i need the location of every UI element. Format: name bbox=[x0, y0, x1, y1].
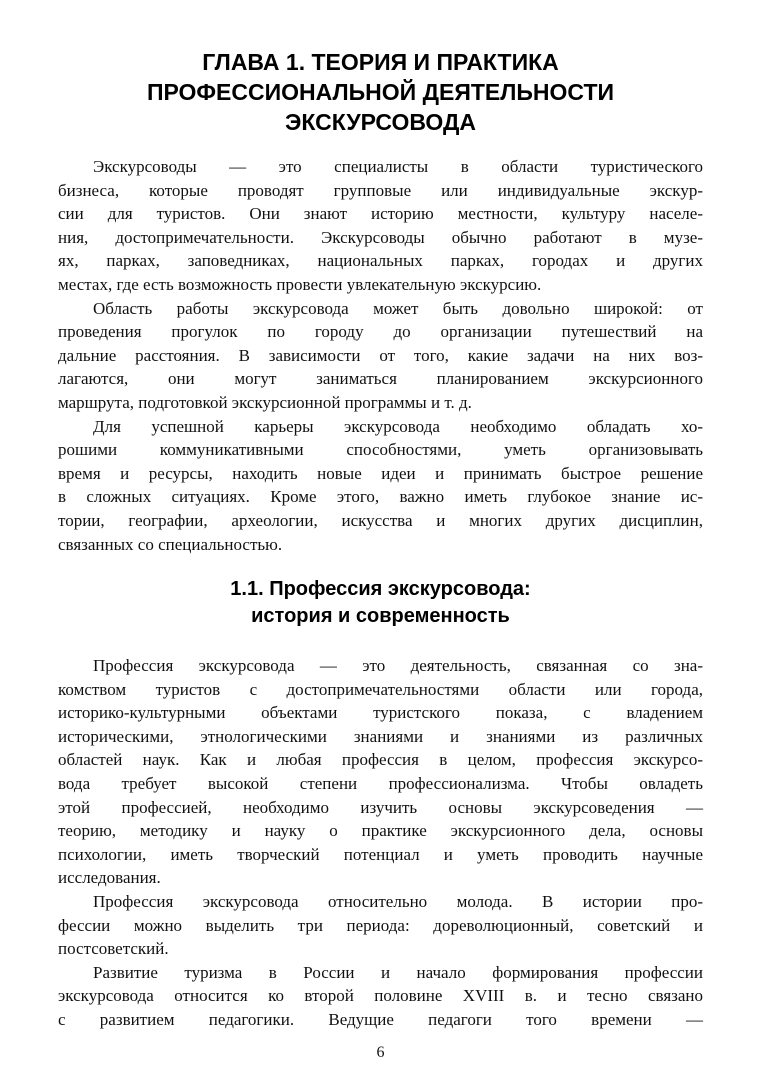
text-line: тории, географии, археологии, искусства и многих других дисциплин, bbox=[58, 510, 703, 530]
paragraph bbox=[58, 961, 703, 1032]
intro-paragraphs bbox=[58, 155, 703, 556]
text-line: проведения прогулок по городу до организации путешествий на bbox=[58, 322, 703, 342]
section-heading-line: 1.1. Профессия экскурсовода: bbox=[230, 578, 531, 601]
text-line: Профессия экскурсовода относительно молода. В истории про- bbox=[93, 892, 703, 912]
section-paragraphs bbox=[58, 654, 703, 1032]
section-heading bbox=[58, 576, 703, 630]
chapter-title-line: ГЛАВА 1. ТЕОРИЯ И ПРАКТИКА bbox=[202, 49, 559, 75]
text-line: экскурсовода относится ко второй половине XVIII в. и тесно связано bbox=[58, 986, 703, 1006]
text-line: комством туристов с достопримечательностями области или города, bbox=[58, 679, 703, 699]
text-line: время и ресурсы, находить новые идеи и принимать быстрое решение bbox=[58, 463, 703, 483]
text-line: постсоветский. bbox=[58, 939, 169, 959]
paragraph bbox=[58, 297, 703, 415]
text-line: вода требует высокой степени профессионализма. Чтобы овладеть bbox=[58, 774, 703, 794]
paragraph bbox=[58, 155, 703, 297]
text-line: ях, парках, заповедниках, национальных парках, городах и других bbox=[58, 251, 703, 271]
text-line: в сложных ситуациях. Кроме этого, важно иметь глубокое знание ис- bbox=[58, 487, 703, 507]
text-line: Область работы экскурсовода может быть довольно широкой: от bbox=[93, 298, 703, 318]
text-line: этой профессией, необходимо изучить основы экскурсоведения — bbox=[58, 797, 703, 817]
text-line: исследования. bbox=[58, 868, 161, 888]
paragraph bbox=[58, 890, 703, 961]
text-line: местах, где есть возможность провести увлекательную экскурсию. bbox=[58, 274, 542, 294]
text-line: историко-культурными объектами туристского показа, с владением bbox=[58, 703, 703, 723]
text-line: лагаются, они могут заниматься планированием экскурсионного bbox=[58, 369, 703, 389]
paragraph bbox=[58, 415, 703, 557]
text-line: Развитие туризма в России и начало формирования профессии bbox=[93, 962, 703, 982]
text-line: с развитием педагогики. Ведущие педагоги того времени — bbox=[58, 1010, 703, 1029]
chapter-title bbox=[58, 47, 703, 137]
chapter-title-line: ПРОФЕССИОНАЛЬНОЙ ДЕЯТЕЛЬНОСТИ bbox=[146, 79, 615, 105]
text-line: Для успешной карьеры экскурсовода необходимо обладать хо- bbox=[93, 416, 703, 436]
chapter-title-line: ЭКСКУРСОВОДА bbox=[285, 109, 476, 135]
text-line: рошими коммуникативными способностями, уметь организовывать bbox=[58, 440, 703, 460]
text-line: историческими, этнологическими знаниями и знаниями из различных bbox=[58, 726, 703, 746]
text-line: маршрута, подготовкой экскурсионной программы и т. д. bbox=[58, 392, 472, 412]
text-line: теорию, методику и науку о практике экскурсионного дела, основы bbox=[58, 821, 703, 841]
text-line: фессии можно выделить три периода: дореволюционный, советский и bbox=[58, 915, 703, 935]
text-line: связанных со специальностью. bbox=[58, 534, 283, 554]
section-heading-line: история и современность bbox=[251, 605, 510, 628]
page-number: 6 bbox=[376, 1043, 385, 1061]
text-line: психологии, иметь творческий потенциал и уметь проводить научные bbox=[58, 844, 703, 864]
text-line: областей наук. Как и любая профессия в целом, профессия экскурсо- bbox=[58, 750, 703, 770]
text-line: Профессия экскурсовода — это деятельность, связанная со зна- bbox=[93, 656, 703, 676]
paragraph bbox=[58, 654, 703, 890]
text-line: дальние расстояния. В зависимости от того, какие задачи на них воз- bbox=[58, 345, 703, 365]
text-line: ния, достопримечательности. Экскурсоводы обычно работают в музе- bbox=[58, 227, 703, 247]
text-line: сии для туристов. Они знают историю местности, культуру населе- bbox=[58, 204, 703, 224]
text-line: бизнеса, которые проводят групповые или индивидуальные экскур- bbox=[58, 180, 703, 200]
text-line: Экскурсоводы — это специалисты в области туристического bbox=[93, 157, 703, 176]
